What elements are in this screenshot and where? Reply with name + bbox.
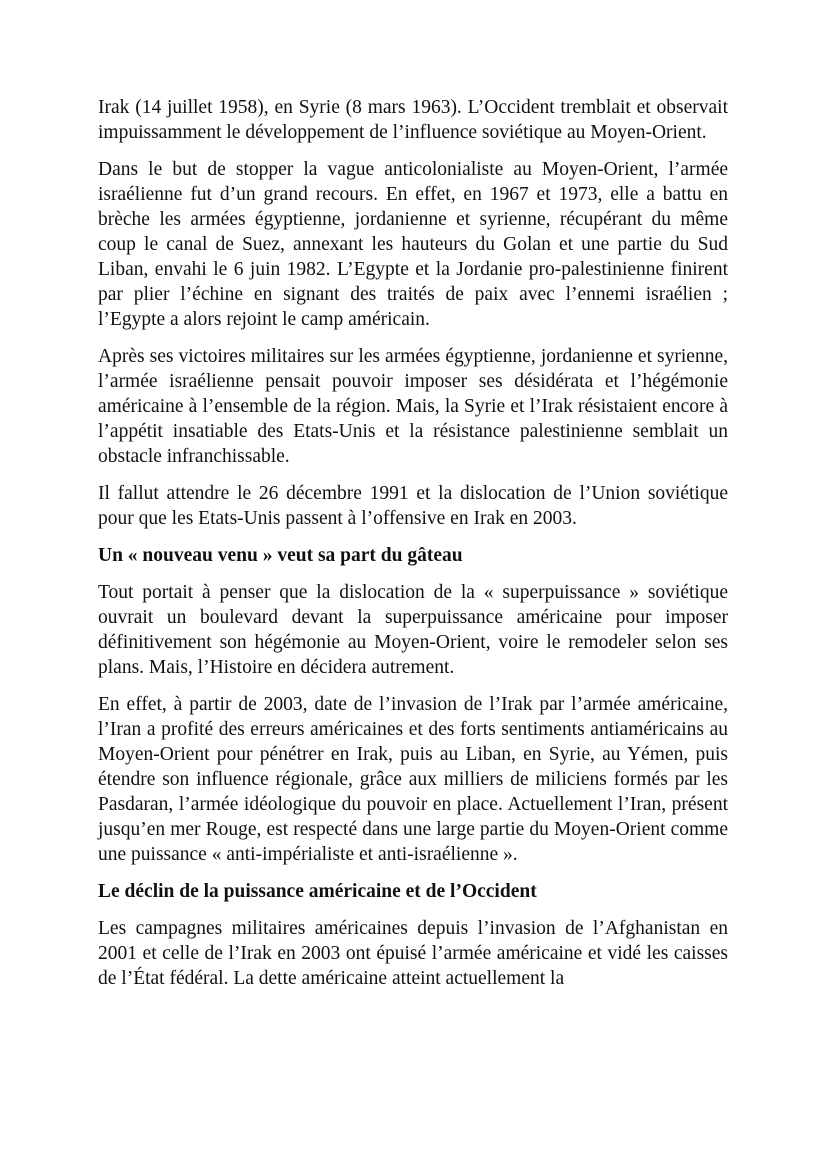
paragraph: Tout portait à penser que la dislocation de la « superpuissance » soviétique ouvrait un boulevard devant la superpuissance américaine pour imposer définitivement son hégémonie au Moyen-Orient, voire le remodeler selon ses plans. Mais, l’Histoire en décidera autrement. (98, 582, 728, 678)
paragraph: Irak (14 juillet 1958), en Syrie (8 mars 1963). L’Occident tremblait et observait impuissamment le développement de l’influence soviétique au Moyen-Orient. (98, 97, 728, 143)
section-heading: Le déclin de la puissance américaine et de l’Occident (98, 881, 537, 902)
paragraph: En effet, à partir de 2003, date de l’invasion de l’Irak par l’armée américaine, l’Iran a profité des erreurs américaines et des forts sentiments antiaméricains au Moyen-Orient pour pénétrer en Irak, puis au Liban, en Syrie, au Yémen, puis étendre son influence régionale, grâce aux milliers de miliciens formés par les Pasdaran, l’armée idéologique du pouvoir en place. Actuellement l’Iran, présent jusqu’en mer Rouge, est respecté dans une large partie du Moyen-Orient comme une puissance « anti-impérialiste et anti-israélienne ». (98, 694, 728, 865)
paragraph: Dans le but de stopper la vague anticolonialiste au Moyen-Orient, l’armée israélienne fut d’un grand recours. En effet, en 1967 et 1973, elle a battu en brèche les armées égyptienne, jordanienne et syrienne, récupérant du même coup le canal de Suez, annexant les hauteurs du Golan et une partie du Sud Liban, envahi le 6 juin 1982. L’Egypte et la Jordanie pro-palestinienne finirent par plier l’échine en signant des traités de paix avec l’ennemi israélien ; l’Egypte a alors rejoint le camp américain. (98, 159, 728, 330)
paragraph: Il fallut attendre le 26 décembre 1991 et la dislocation de l’Union soviétique pour que les Etats-Unis passent à l’offensive en Irak en 2003. (98, 483, 728, 529)
document-page (98, 95, 728, 1003)
section-heading: Un « nouveau venu » veut sa part du gâteau (98, 545, 463, 566)
paragraph: Après ses victoires militaires sur les armées égyptienne, jordanienne et syrienne, l’armée israélienne pensait pouvoir imposer ses désidérata et l’hégémonie américaine à l’ensemble de la région. Mais, la Syrie et l’Irak résistaient encore à l’appétit insatiable des Etats-Unis et la résistance palestinienne semblait un obstacle infranchissable. (98, 346, 728, 467)
paragraph: Les campagnes militaires américaines depuis l’invasion de l’Afghanistan en 2001 et celle de l’Irak en 2003 ont épuisé l’armée américaine et vidé les caisses de l’État fédéral. La dette américaine atteint actuellement la (98, 918, 728, 989)
